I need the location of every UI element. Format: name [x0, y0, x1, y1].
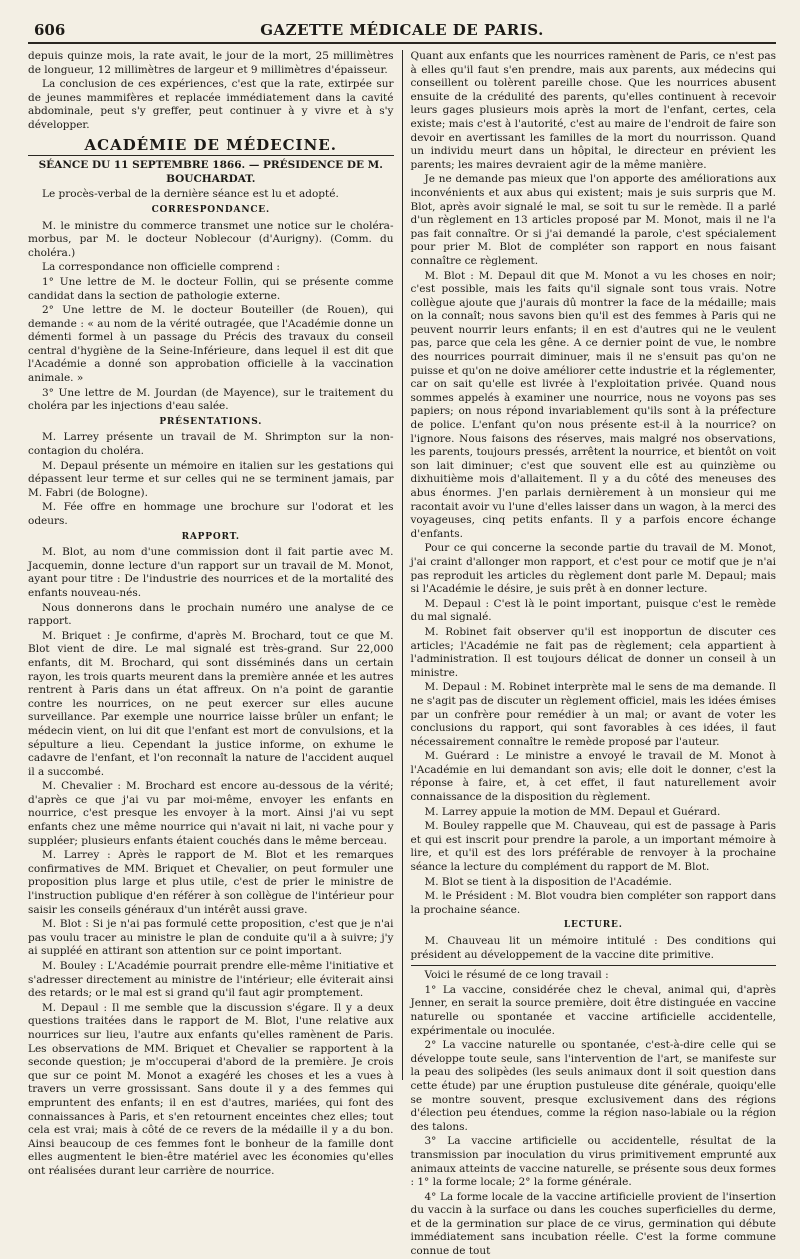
- paragraph: M. Larrey appuie la motion de MM. Depaul et Guérard.: [424, 805, 721, 818]
- paragraph: M. Guérard : Le ministre a envoyé le travail de M. Monot à l'Académie en lui demandant son avis; elle doit le donner, c'est la réponse à faire, et, à cet effet, il faut naturellement avoir connaissance de la disposition du règlement.: [410, 750, 776, 804]
- paragraph: M. Chevalier : M. Brochard est encore au-dessous de la vérité; d'après ce que j'ai vu par moi-même, envoyer les enfants en nourrice, c'est presque les envoyer à la mort. Ainsi j'ai vu sept enfants chez une même nourrice qui n'avait ni lait, ni vache pour y suppléer; plusieurs enfants étaient couchés dans le même berceau.: [28, 780, 394, 847]
- seance-line: SÉANCE DU 11 SEPTEMBRE 1866. — PRÉSIDENCE DE M. BOUCHARDAT.: [28, 155, 394, 186]
- paragraph: 2° Une lettre de M. le docteur Bouteiller (de Rouen), qui demande : « au nom de la vérité outragée, que l'Académie donne un démenti formel à un passage du Précis des travaux du conseil central d'hygiène de la Seine-Inférieure, dans lequel il est dit que l'Académie a donné son approbation officielle à la vaccination animale. »: [28, 304, 394, 385]
- rapport-heading: RAPPORT.: [181, 531, 240, 542]
- paragraph: M. Blot, au nom d'une commission dont il fait partie avec M. Jacquemin, donne lecture d'un rapport sur un travail de M. Monot, ayant pour titre : De l'industrie des nourrices et de la mortalité des enfants nouveau-nés.: [28, 546, 394, 599]
- presentations-heading: PRÉSENTATIONS.: [159, 416, 263, 427]
- paragraph: Voici le résumé de ce long travail :: [424, 969, 609, 982]
- paragraph: 3° Une lettre de M. Jourdan (de Mayence), sur le traitement du choléra par les injections d'eau salée.: [28, 386, 394, 413]
- paragraph: La conclusion de ces expériences, c'est que la rate, extirpée sur de jeunes mammifères et replacée immédiatement dans la cavité abdominale, peut s'y greffer, peut continuer à y vivre et à s'y développer.: [28, 78, 394, 131]
- paragraph: M. Bouley : L'Académie pourrait prendre elle-même l'initiative et s'adresser directement au ministre de l'intérieur; elle éviterait ainsi des retards; or le mal est si grand qu'il faut agir promptement.: [28, 960, 394, 1000]
- paragraph: Pour ce qui concerne la seconde partie du travail de M. Monot, j'ai craint d'allonger mon rapport, et c'est pour ce motif que je n'ai pas reproduit les articles du règlement dont parle M. Depaul; mais si l'Académie le désire, je suis prêt à en donner lecture.: [410, 542, 776, 596]
- paragraph: La correspondance non officielle comprend :: [42, 261, 280, 274]
- paragraph: M. Bouley rappelle que M. Chauveau, qui est de passage à Paris et qui est inscrit pour prendre la parole, a un important mémoire à lire, et qu'il est des lors préférable de renvoyer à la prochaine séance la lecture du complément du rapport de M. Blot.: [410, 820, 776, 874]
- paragraph: Je ne demande pas mieux que l'on apporte des améliorations aux inconvénients et aux abus qui existent; mais je suis surpris que M. Blot, après avoir signalé le mal, se soit tu sur le remède. Il a parlé d'un règlement en 13 articles proposé par M. Monot, mais il ne l'a pas fait connaître. Or si j'ai demandé la parole, c'est spécialement pour prier M. Blot de compléter son rapport en nous faisant connaître ce règlement.: [410, 173, 776, 267]
- paragraph: 2° La vaccine naturelle ou spontanée, c'est-à-dire celle qui se développe toute seule, sans l'intervention de l'art, se manifeste sur la peau des solipèdes (les seuls animaux dont il soit question dans cette étude) par une éruption pustuleuse dite générale, quoiqu'elle se montre souvent, presque exclusivement dans des régions d'élection peu étendues, comme la région naso-labiale ou la région des talons.: [410, 1039, 776, 1133]
- paragraph: depuis quinze mois, la rate avait, le jour de la mort, 25 millimètres de longueur, 12 millimètres de largeur et 9 millimètres d'épaisseur.: [28, 50, 394, 76]
- paragraph: M. Briquet : Je confirme, d'après M. Brochard, tout ce que M. Blot vient de dire. Le mal signalé est très-grand. Sur 22,000 enfants, dit M. Brochard, qui sont disséminés dans un certain rayon, les trois quarts meurent dans la première année et les autres rentrent à Paris dans un état affreux. On n'a point de garantie contre les nourrices, on ne peut exercer sur elles aucune surveillance. Par exemple une nourrice laisse brûler un enfant; le médecin vient, on lui dit que l'enfant est mort de convulsions, et la sépulture a lieu. Cependant la justice informe, on exhume le cadavre de l'enfant, et l'on reconnaît la nature de l'accident auquel il a succombé.: [28, 629, 394, 778]
- divider: [411, 965, 777, 966]
- two-column-body: [28, 50, 776, 1258]
- paragraph: M. le ministre du commerce transmet une notice sur le choléra-morbus, par M. le docteur Noblecour (d'Aurigny). (Comm. du choléra.): [28, 219, 394, 259]
- paragraph: M. Depaul présente un mémoire en italien sur les gestations qui dépassent leur terme et sur celles qui ne se terminent jamais, par M. Fabri (de Bologne).: [28, 459, 394, 499]
- paragraph: M. Depaul : Il me semble que la discussion s'égare. Il y a deux questions traitées dans le rapport de M. Blot, l'une relative aux nourrices sur lieu, l'autre aux enfants qu'elles ramènent de Paris. Les observations de MM. Briquet et Chevalier se rapportent à la seconde question; je m'occuperai d'abord de la première. Je crois que sur ce point M. Monot a exagéré les choses et les a vues à travers un verre grossissant. Sans doute il y a des femmes qui empruntent des enfants; il en est d'autres, mariées, qui font des connaissances à Paris, et s'en retournent enceintes chez elles; tout cela est vrai; mais à côté de ce revers de la médaille il y a du bon. Ainsi beaucoup de ces femmes font le bonheur de la famille dont elles augmentent le bien-être matériel avec les économies qu'elles ont réalisées durant leur carrière de nourrice.: [28, 1001, 394, 1177]
- paragraph: M. Depaul : M. Robinet interprète mal le sens de ma demande. Il ne s'agit pas de discuter un règlement officiel, mais les idées émises par un confrère pour remédier à un mal; or avant de voter les conclusions du rapport, qui sont favorables à ces idées, il faut nécessairement connaître le remède proposé par l'auteur.: [410, 681, 776, 748]
- page-header: [28, 18, 776, 44]
- section-heading-academie: ACADÉMIE DE MÉDECINE.: [84, 135, 337, 154]
- intro-text: [28, 50, 394, 133]
- paragraph: 1° La vaccine, considérée chez le cheval, animal qui, d'après Jenner, en serait la source première, doit être distinguée en vaccine naturelle ou spontanée et vaccine artificielle accidentelle, expérimentale ou inoculée.: [410, 983, 776, 1037]
- paragraph: M. Fée offre en hommage une brochure sur l'odorat et les odeurs.: [28, 501, 394, 527]
- paragraph: M. Blot se tient à la disposition de l'Académie.: [424, 875, 672, 888]
- minutes-line: Le procès-verbal de la dernière séance est lu et adopté.: [42, 188, 339, 201]
- paragraph: M. Depaul : C'est là le point important, puisque c'est le remède du mal signalé.: [410, 597, 776, 624]
- left-column: [28, 50, 402, 1177]
- page-number: 606: [34, 21, 66, 39]
- right-column: [402, 50, 777, 1258]
- paragraph: 3° La vaccine artificielle ou accidentelle, résultat de la transmission par inoculation du virus primitivement emprunté aux animaux atteints de vaccine naturelle, se présente sous deux formes : 1° la forme locale; 2° la forme générale.: [410, 1135, 776, 1189]
- paragraph: M. Larrey : Après le rapport de M. Blot et les remarques confirmatives de MM. Briquet et Chevalier, on peut formuler une proposition plus large et plus utile, c'est de prier le ministre de l'instruction publique d'en référer à son collègue de l'intérieur pour saisir les conseils généraux d'un intérêt aussi grave.: [28, 849, 394, 916]
- journal-title: GAZETTE MÉDICALE DE PARIS.: [260, 21, 544, 39]
- lecture-heading: LECTURE.: [563, 920, 623, 931]
- paragraph: M. Larrey présente un travail de M. Shrimpton sur la non-contagion du choléra.: [28, 431, 394, 458]
- paragraph: M. Blot : M. Depaul dit que M. Monot a vu les choses en noir; c'est possible, mais les faits qu'il signale sont tous vrais. Notre collègue ajoute que j'aurais dû montrer la face de la médaille; mais on la connaît; nous savons bien qu'il est des femmes à Paris qui ne peuvent nourrir leurs enfants; il en est d'autres qui ne le veulent pas, parce que cela les gêne. A ce dernier point de vue, le nombre des nourrices pourrait diminuer, mais il ne s'ensuit pas qu'on ne puisse et qu'on ne doive améliorer cette industrie et la réglementer, car on sait qu'elle est livrée à l'exploitation privée. Quand nous sommes appelés à examiner une nourrice, nous ne voyons pas ses papiers; on nous répond invariablement qu'ils sont à la préfecture de police. L'enfant qu'on nous présente est-il à la nourrice? on l'ignore. Nous faisons des réserves, mais malgré nos observations, les parents, toujours pressés, arrêtent la nourrice, et bientôt on voit son lait diminuer; c'est que souvent elle est au quinzième ou dixhuitième mois d'allaitement. Il y a du côté des meneuses des abus énormes. J'en parlais dernièrement à un monsieur qui me racontait avoir vu l'une d'elles laisser dans un wagon, à la merci des voyageuses, cinq petits enfants. Il y a parfois encore échange d'enfants.: [410, 269, 776, 540]
- paragraph: 1° Une lettre de M. le docteur Follin, qui se présente comme candidat dans la section de pathologie externe.: [28, 275, 394, 302]
- paragraph: Quant aux enfants que les nourrices ramènent de Paris, ce n'est pas à elles qu'il faut s'en prendre, mais aux parents, aux médecins qui conseillent ou tolèrent pareille chose. Que les nourrices abusent ensuite de la crédulité des parents, qu'elles continuent à recevoir leurs gages plusieurs mois après la mort de l'enfant, certes, cela existe; mais c'est à l'autorité, c'est au maire de l'endroit de faire son devoir en avertissant les familles de la mort du nourrisson. Quand un individu meurt dans un hôpital, le directeur en prévient les parents; les maires devraient agir de la même manière.: [410, 50, 776, 171]
- paragraph: M. Chauveau lit un mémoire intitulé : Des conditions qui président au développement de la vaccine dite primitive.: [410, 935, 776, 961]
- paragraph: Nous donnerons dans le prochain numéro une analyse de ce rapport.: [28, 601, 394, 628]
- correspondance-heading: CORRESPONDANCE.: [151, 204, 270, 215]
- paragraph: M. Robinet fait observer qu'il est inopportun de discuter ces articles; l'Académie ne fait pas de règlement; cela appartient à l'administration. Il est toujours délicat de donner un conseil à un ministre.: [410, 625, 776, 679]
- paragraph: 4° La forme locale de la vaccine artificielle provient de l'insertion du vaccin à la surface ou dans les couches superficielles du derme, et de la germination sur place de ce virus, germination qui débute immédiatement sans incubation réelle. C'est la forme commune connue de tout: [410, 1190, 776, 1258]
- paragraph: M. le Président : M. Blot voudra bien compléter son rapport dans la prochaine séance.: [410, 890, 776, 916]
- paragraph: M. Blot : Si je n'ai pas formulé cette proposition, c'est que je n'ai pas voulu tracer au ministre le plan de conduite qu'il a à suivre; j'y ai suppléé en attirant son attention sur ce point important.: [28, 918, 394, 958]
